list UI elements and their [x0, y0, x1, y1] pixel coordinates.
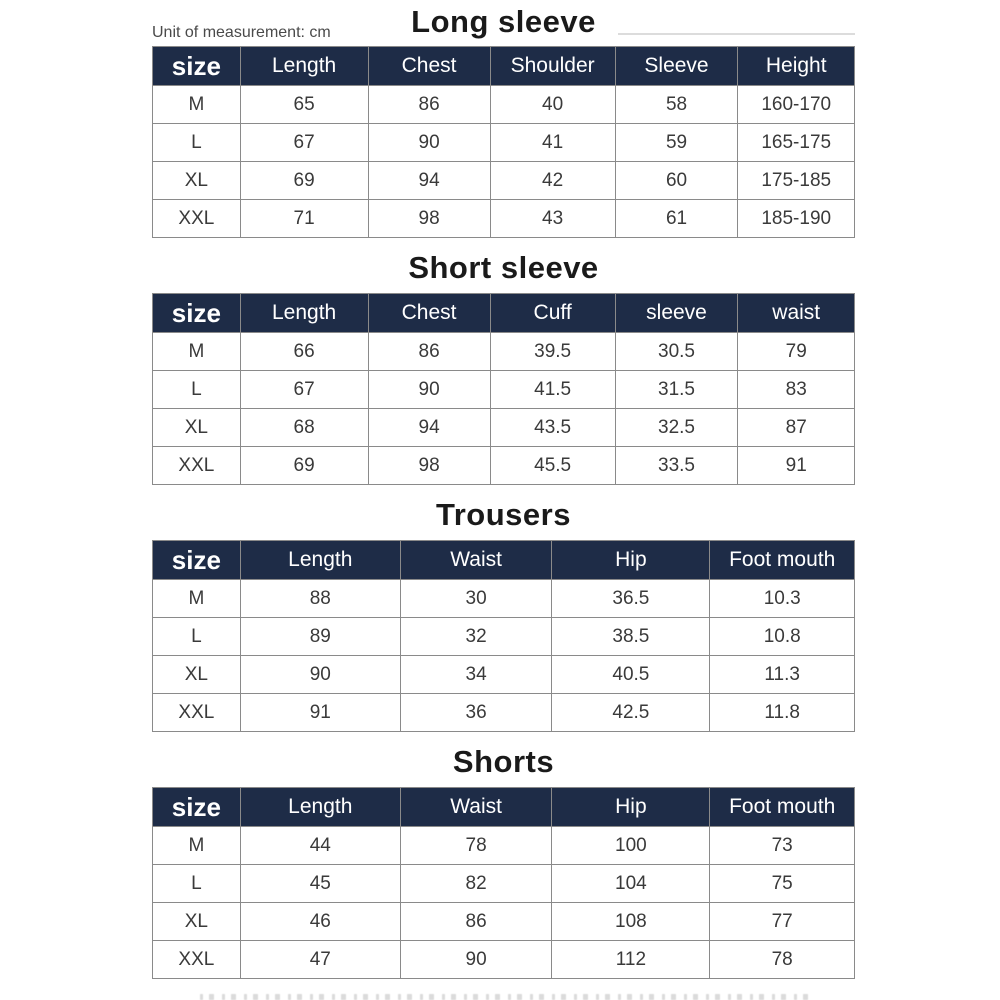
size-cell: XL [153, 409, 241, 447]
value-cell: 41 [490, 124, 615, 162]
table-title-shorts: Shorts [452, 744, 555, 779]
table-row [153, 447, 855, 485]
table-row [153, 694, 855, 732]
value-cell: 67 [240, 124, 368, 162]
value-cell: 39.5 [490, 333, 615, 371]
size-cell: XL [153, 656, 241, 694]
value-cell: 45 [240, 865, 400, 903]
value-cell: 90 [368, 124, 490, 162]
table-row [153, 827, 855, 865]
value-cell: 83 [738, 371, 855, 409]
value-cell: 67 [240, 371, 368, 409]
col-header-hip: Hip [552, 541, 710, 580]
table-row [153, 162, 855, 200]
unit-of-measurement-note: Unit of measurement: cm [152, 24, 331, 41]
value-cell: 38.5 [552, 618, 710, 656]
col-header-size: size [153, 294, 241, 333]
value-cell: 78 [710, 941, 855, 979]
value-cell: 87 [738, 409, 855, 447]
col-header-waist: Waist [400, 541, 552, 580]
header-row [153, 541, 855, 580]
value-cell: 112 [552, 941, 710, 979]
value-cell: 41.5 [490, 371, 615, 409]
shorts-table [152, 787, 855, 979]
value-cell: 165-175 [738, 124, 855, 162]
value-cell: 45.5 [490, 447, 615, 485]
table-row [153, 941, 855, 979]
value-cell: 69 [240, 162, 368, 200]
decorative-divider [618, 33, 855, 35]
value-cell: 68 [240, 409, 368, 447]
col-header-foot-mouth: Foot mouth [710, 541, 855, 580]
value-cell: 59 [615, 124, 738, 162]
table-row [153, 580, 855, 618]
col-header-size: size [153, 541, 241, 580]
col-header-chest: Chest [368, 294, 490, 333]
col-header-length: Length [240, 47, 368, 86]
col-header-length: Length [240, 541, 400, 580]
value-cell: 36.5 [552, 580, 710, 618]
col-header-length: Length [240, 294, 368, 333]
size-cell: XXL [153, 447, 241, 485]
table-row [153, 124, 855, 162]
value-cell: 11.8 [710, 694, 855, 732]
col-header-size: size [153, 47, 241, 86]
value-cell: 78 [400, 827, 552, 865]
value-cell: 61 [615, 200, 738, 238]
table-row [153, 333, 855, 371]
col-header-shoulder: Shoulder [490, 47, 615, 86]
value-cell: 60 [615, 162, 738, 200]
value-cell: 66 [240, 333, 368, 371]
clipped-footnote-text [200, 994, 810, 1000]
value-cell: 86 [400, 903, 552, 941]
value-cell: 98 [368, 200, 490, 238]
value-cell: 79 [738, 333, 855, 371]
value-cell: 34 [400, 656, 552, 694]
col-header-size: size [153, 788, 241, 827]
size-cell: M [153, 827, 241, 865]
value-cell: 91 [738, 447, 855, 485]
table-row [153, 618, 855, 656]
header-row [153, 47, 855, 86]
value-cell: 47 [240, 941, 400, 979]
value-cell: 86 [368, 86, 490, 124]
col-header-sleeve: sleeve [615, 294, 738, 333]
value-cell: 65 [240, 86, 368, 124]
value-cell: 108 [552, 903, 710, 941]
size-cell: L [153, 618, 241, 656]
value-cell: 32.5 [615, 409, 738, 447]
value-cell: 36 [400, 694, 552, 732]
col-header-length: Length [240, 788, 400, 827]
value-cell: 43.5 [490, 409, 615, 447]
value-cell: 11.3 [710, 656, 855, 694]
value-cell: 44 [240, 827, 400, 865]
table-title-long-sleeve: Long sleeve [411, 4, 596, 39]
value-cell: 90 [400, 941, 552, 979]
size-cell: XXL [153, 200, 241, 238]
value-cell: 30.5 [615, 333, 738, 371]
table-row [153, 865, 855, 903]
table-row [153, 656, 855, 694]
value-cell: 88 [240, 580, 400, 618]
long-sleeve-table [152, 46, 855, 238]
col-header-cuff: Cuff [490, 294, 615, 333]
value-cell: 89 [240, 618, 400, 656]
value-cell: 71 [240, 200, 368, 238]
value-cell: 98 [368, 447, 490, 485]
table-row [153, 200, 855, 238]
value-cell: 94 [368, 162, 490, 200]
size-cell: L [153, 371, 241, 409]
value-cell: 33.5 [615, 447, 738, 485]
value-cell: 42 [490, 162, 615, 200]
value-cell: 90 [240, 656, 400, 694]
header-row [153, 788, 855, 827]
value-cell: 77 [710, 903, 855, 941]
col-header-waist: Waist [400, 788, 552, 827]
value-cell: 42.5 [552, 694, 710, 732]
size-chart-content [152, 0, 855, 979]
value-cell: 94 [368, 409, 490, 447]
size-cell: XXL [153, 941, 241, 979]
value-cell: 40.5 [552, 656, 710, 694]
value-cell: 32 [400, 618, 552, 656]
value-cell: 175-185 [738, 162, 855, 200]
size-cell: L [153, 865, 241, 903]
col-header-height: Height [738, 47, 855, 86]
value-cell: 90 [368, 371, 490, 409]
value-cell: 104 [552, 865, 710, 903]
value-cell: 91 [240, 694, 400, 732]
size-cell: XXL [153, 694, 241, 732]
value-cell: 160-170 [738, 86, 855, 124]
col-header-foot-mouth: Foot mouth [710, 788, 855, 827]
size-cell: XL [153, 903, 241, 941]
size-cell: XL [153, 162, 241, 200]
value-cell: 69 [240, 447, 368, 485]
value-cell: 86 [368, 333, 490, 371]
size-cell: L [153, 124, 241, 162]
value-cell: 10.3 [710, 580, 855, 618]
value-cell: 40 [490, 86, 615, 124]
value-cell: 43 [490, 200, 615, 238]
col-header-waist: waist [738, 294, 855, 333]
short-sleeve-table [152, 293, 855, 485]
value-cell: 73 [710, 827, 855, 865]
size-cell: M [153, 86, 241, 124]
header-row [153, 294, 855, 333]
value-cell: 31.5 [615, 371, 738, 409]
value-cell: 30 [400, 580, 552, 618]
table-row [153, 409, 855, 447]
col-header-chest: Chest [368, 47, 490, 86]
table-row [153, 86, 855, 124]
table-title-short-sleeve: Short sleeve [408, 250, 599, 285]
value-cell: 10.8 [710, 618, 855, 656]
value-cell: 75 [710, 865, 855, 903]
value-cell: 58 [615, 86, 738, 124]
table-title-trousers: Trousers [436, 497, 571, 532]
table-row [153, 903, 855, 941]
table-row [153, 371, 855, 409]
value-cell: 82 [400, 865, 552, 903]
section-header-long-sleeve [152, 0, 855, 46]
value-cell: 185-190 [738, 200, 855, 238]
value-cell: 100 [552, 827, 710, 865]
size-cell: M [153, 333, 241, 371]
trousers-table [152, 540, 855, 732]
col-header-sleeve: Sleeve [615, 47, 738, 86]
value-cell: 46 [240, 903, 400, 941]
col-header-hip: Hip [552, 788, 710, 827]
size-cell: M [153, 580, 241, 618]
